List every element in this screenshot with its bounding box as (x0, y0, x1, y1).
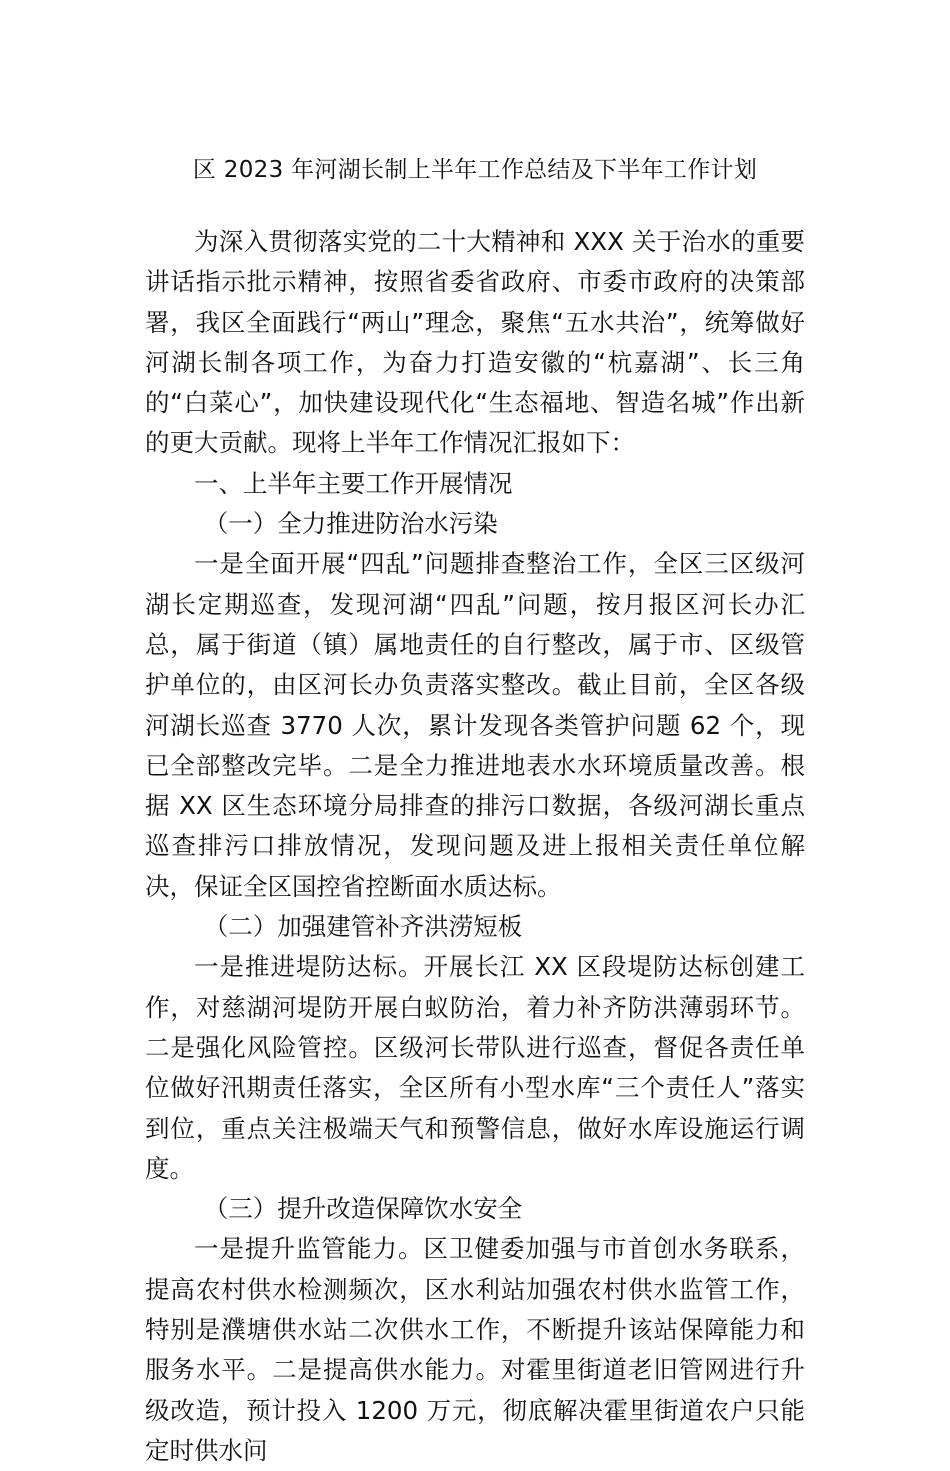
document-body (145, 222, 805, 1471)
intro-paragraph: 为深入贯彻落实党的二十大精神和 XXX 关于治水的重要讲话指示批示精神，按照省委省政府、市委市政府的决策部署，我区全面践行“两山”理念，聚焦“五水共治”，统筹做好河湖长制各项工作，为奋力打造安徽的“杭嘉湖”、长三角的“白菜心”，加快建设现代化“生态福地、智造名城”作出新的更大贡献。现将上半年工作情况汇报如下： (145, 227, 805, 458)
section-heading-1: 一、上半年主要工作开展情况 (194, 468, 513, 498)
subsection-heading-2: （二）加强建管补齐洪涝短板 (203, 912, 523, 942)
subsection-body-3: 一是提升监管能力。区卫健委加强与市首创水务联系，提高农村供水检测频次，区水利站加强农村供水监管工作，特别是濮塘供水站二次供水工作，不断提升该站保障能力和服务水平。二是提高供水能力。对霍里街道老旧管网进行升级改造，预计投入 1200 万元，彻底解决霍里街道农户只能定时供水问 (145, 1234, 805, 1465)
subsection-heading-3: （三）提升改造保障饮水安全 (203, 1194, 523, 1224)
subsection-heading-1: （一）全力推进防治水污染 (203, 509, 498, 539)
subsection-body-1: 一是全面开展“四乱”问题排查整治工作，全区三区级河湖长定期巡查，发现河湖“四乱”问题，按月报区河长办汇总，属于街道（镇）属地责任的自行整改，属于市、区级管护单位的，由区河长办负责落实整改。截止目前，全区各级河湖长巡查 3770 人次，累计发现各类管护问题 62 个，现已全部整改完毕。二是全力推进地表水水环境质量改善。根据 XX 区生态环境分局排查的排污口数据，各级河湖长重点巡查排污口排放情况，发现问题及进上报相关责任单位解决，保证全区国控省控断面水质达标。 (145, 549, 805, 901)
document-title: 区 2023 年河湖长制上半年工作总结及下半年工作计划 (192, 157, 758, 183)
subsection-body-2: 一是推进堤防达标。开展长江 XX 区段堤防达标创建工作，对慈湖河堤防开展白蚁防治，着力补齐防洪薄弱环节。二是强化风险管控。区级河长带队进行巡查，督促各责任单位做好汛期责任落实，全区所有小型水库“三个责任人”落实到位，重点关注极端天气和预警信息，做好水库设施运行调度。 (145, 952, 805, 1183)
